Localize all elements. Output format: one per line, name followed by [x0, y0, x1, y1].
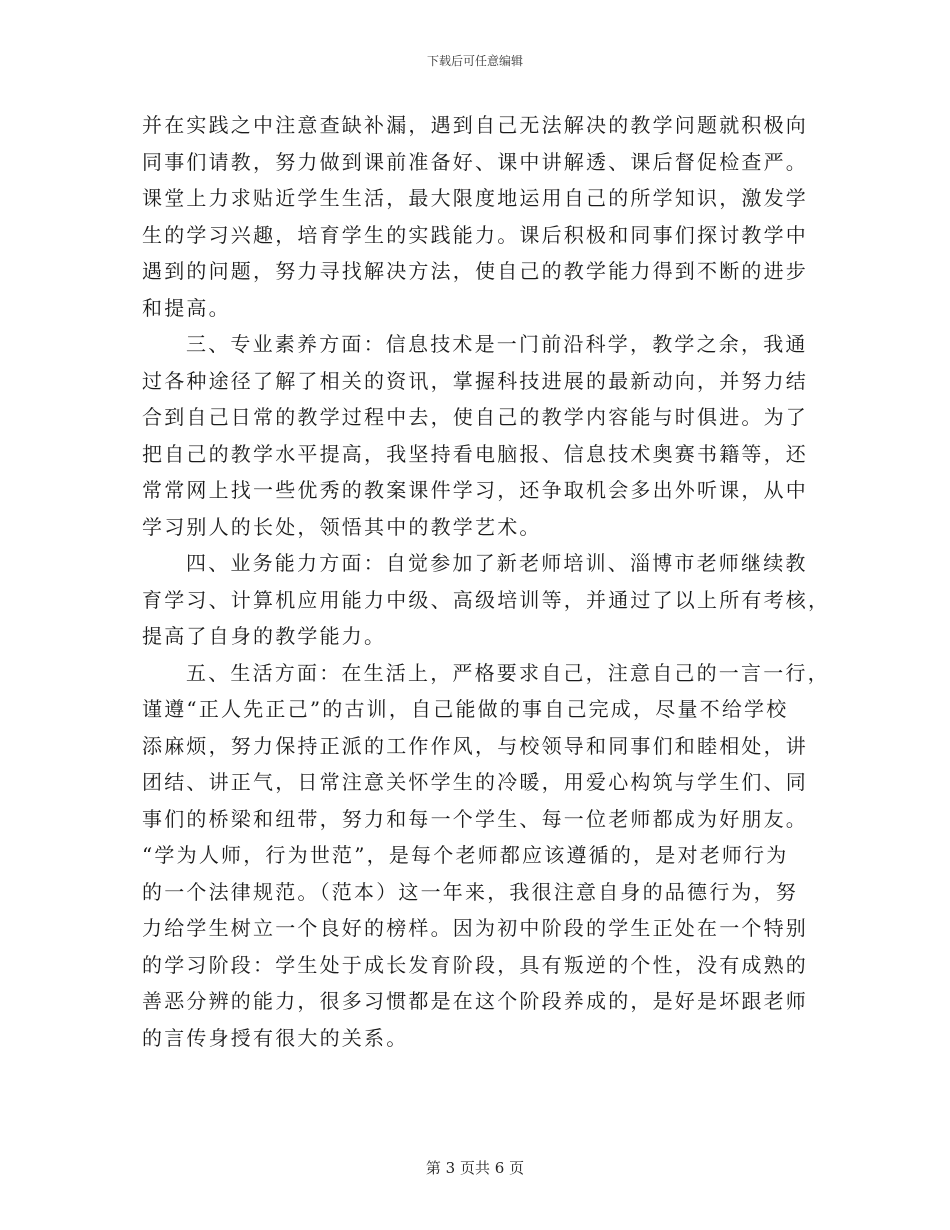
- section-five-first-line: 五、生活方面：在生活上，严格要求自己，注意自己的一言一行，: [186, 660, 830, 685]
- text-line: 把自己的教学水平提高，我坚持看电脑报、信息技术奥赛书籍等，还: [142, 441, 808, 466]
- text-line: “学为人师，行为世范”，是每个老师都应该遵循的，是对老师行为: [142, 843, 789, 867]
- text-line: 合到自己日常的教学过程中去，使自己的教学内容能与时俱进。为了: [142, 405, 808, 429]
- page-number: 第 3 页共 6 页: [425, 1159, 525, 1177]
- text-line: 常常网上找一些优秀的教案课件学习，还争取机会多出外听课，从中: [142, 478, 808, 502]
- section-three-first-line: 三、专业素养方面：信息技术是一门前沿科学，教学之余，我通: [186, 332, 808, 356]
- text-line: 育学习、计算机应用能力中级、高级培训等，并通过了以上所有考核，: [142, 587, 831, 612]
- text-line: 学习别人的长处，领悟其中的教学艺术。: [142, 514, 542, 539]
- text-line: 善恶分辨的能力，很多习惯都是在这个阶段养成的，是好是坏跟老师: [142, 989, 808, 1013]
- document-body: [142, 107, 831, 1056]
- text-line: 过各种途径了解了相关的资讯，掌握科技进展的最新动向，并努力结: [142, 368, 808, 393]
- page-header: 下载后可任意编辑: [426, 54, 523, 68]
- text-line: 同事们请教，努力做到课前准备好、课中讲解透、课后督促检查严。: [142, 149, 808, 174]
- text-line: 和提高。: [142, 295, 231, 320]
- text-line: 遇到的问题，努力寻找解决方法，使自己的教学能力得到不断的进步: [142, 259, 808, 283]
- text-line: 的言传身授有很大的关系。: [142, 1025, 409, 1050]
- text-line: 添麻烦，努力保持正派的工作作风，与校领导和同事们和睦相处，讲: [142, 733, 808, 758]
- text-line: 力给学生树立一个良好的榜样。因为初中阶段的学生正处在一个特别: [142, 916, 808, 940]
- section-four-first-line: 四、业务能力方面：自觉参加了新老师培训、淄博市老师继续教: [186, 551, 808, 575]
- text-line: 并在实践之中注意查缺补漏，遇到自己无法解决的教学问题就积极向: [142, 113, 808, 137]
- text-line: 团结、讲正气，日常注意关怀学生的冷暖，用爱心构筑与学生们、同: [142, 770, 808, 794]
- text-line: 提高了自身的教学能力。: [142, 624, 387, 648]
- text-line: 课堂上力求贴近学生生活，最大限度地运用自己的所学知识，激发学: [142, 186, 808, 210]
- text-line: 的一个法律规范。（范本）这一年来，我很注意自身的品德行为，努: [142, 879, 798, 904]
- text-line: 事们的桥梁和纽带，努力和每一个学生、每一位老师都成为好朋友。: [142, 806, 808, 831]
- text-line: 的学习阶段：学生处于成长发育阶段，具有叛逆的个性，没有成熟的: [142, 952, 808, 977]
- text-line: 谨遵“正人先正己”的古训，自己能做的事自己完成，尽量不给学校: [142, 697, 789, 721]
- text-line: 生的学习兴趣，培育学生的实践能力。课后积极和同事们探讨教学中: [142, 222, 808, 247]
